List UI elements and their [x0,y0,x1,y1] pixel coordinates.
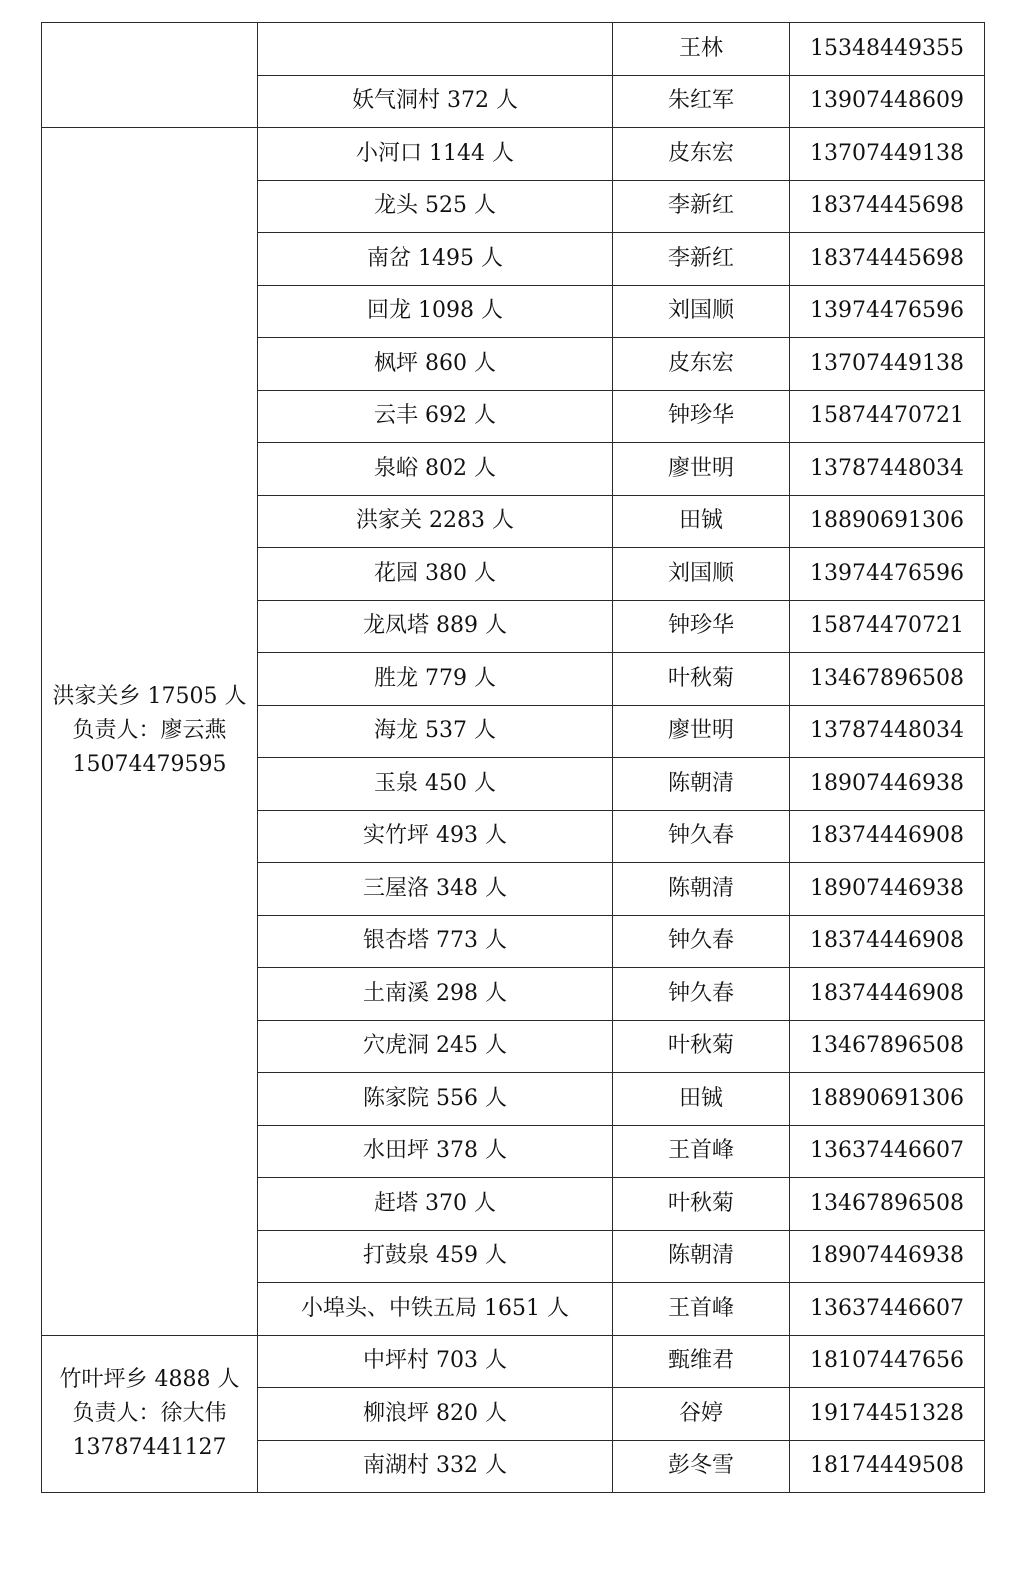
contact-name-cell: 刘国顺 [613,285,790,338]
table-row [42,23,985,76]
phone-cell: 18907446938 [790,1230,985,1283]
contact-name-cell: 王首峰 [613,1283,790,1336]
contact-name-cell: 王林 [613,23,790,76]
township-leader: 负责人：徐大伟 [72,1400,227,1426]
contact-name-cell: 叶秋菊 [613,1178,790,1231]
phone-cell: 13787448034 [790,705,985,758]
phone-cell: 13467896508 [790,1020,985,1073]
village-cell: 实竹坪 493 人 [258,810,613,863]
village-cell: 水田坪 378 人 [258,1125,613,1178]
village-cell: 回龙 1098 人 [258,285,613,338]
contact-name-cell: 陈朝清 [613,758,790,811]
village-cell: 中坪村 703 人 [258,1335,613,1388]
contact-name-cell: 钟久春 [613,915,790,968]
contact-name-cell: 田铖 [613,495,790,548]
contact-name-cell: 王首峰 [613,1125,790,1178]
contact-name-cell: 李新红 [613,180,790,233]
township-cell [42,128,258,1336]
contact-name-cell: 皮东宏 [613,128,790,181]
village-cell: 胜龙 779 人 [258,653,613,706]
phone-cell: 13787448034 [790,443,985,496]
contact-name-cell: 陈朝清 [613,863,790,916]
table-body [42,23,985,1493]
phone-cell: 15874470721 [790,390,985,443]
contact-name-cell: 彭冬雪 [613,1440,790,1493]
phone-cell: 18907446938 [790,758,985,811]
contact-name-cell: 钟久春 [613,968,790,1021]
contact-name-cell: 李新红 [613,233,790,286]
township-leader: 负责人：廖云燕 [72,718,227,744]
contact-name-cell: 刘国顺 [613,548,790,601]
phone-cell: 13467896508 [790,653,985,706]
village-cell: 龙头 525 人 [258,180,613,233]
village-cell: 柳浪坪 820 人 [258,1388,613,1441]
village-cell: 银杏塔 773 人 [258,915,613,968]
township-cell [42,1335,258,1493]
village-cell: 海龙 537 人 [258,705,613,758]
contact-name-cell: 廖世明 [613,705,790,758]
table-row [42,128,985,181]
village-cell: 枫坪 860 人 [258,338,613,391]
contact-name-cell: 廖世明 [613,443,790,496]
village-cell: 泉峪 802 人 [258,443,613,496]
village-cell: 南岔 1495 人 [258,233,613,286]
village-cell: 赶塔 370 人 [258,1178,613,1231]
village-cell: 穴虎洞 245 人 [258,1020,613,1073]
township-name: 竹叶坪乡 4888 人 [59,1366,240,1392]
village-cell: 龙凤塔 889 人 [258,600,613,653]
contact-table-container [41,22,984,1493]
village-cell: 洪家关 2283 人 [258,495,613,548]
contact-name-cell: 钟珍华 [613,600,790,653]
phone-cell: 18890691306 [790,1073,985,1126]
township-cell [42,23,258,128]
contact-name-cell: 陈朝清 [613,1230,790,1283]
phone-cell: 13974476596 [790,285,985,338]
village-cell: 陈家院 556 人 [258,1073,613,1126]
village-cell: 三屋洛 348 人 [258,863,613,916]
village-cell [258,23,613,76]
phone-cell: 18374445698 [790,180,985,233]
village-cell: 小埠头、中铁五局 1651 人 [258,1283,613,1336]
village-cell: 花园 380 人 [258,548,613,601]
contact-name-cell: 谷婷 [613,1388,790,1441]
village-cell: 小河口 1144 人 [258,128,613,181]
village-cell: 玉泉 450 人 [258,758,613,811]
phone-cell: 13637446607 [790,1125,985,1178]
phone-cell: 13707449138 [790,128,985,181]
contact-name-cell: 朱红军 [613,75,790,128]
phone-cell: 13707449138 [790,338,985,391]
phone-cell: 18374445698 [790,233,985,286]
village-cell: 妖气洞村 372 人 [258,75,613,128]
phone-cell: 13637446607 [790,1283,985,1336]
phone-cell: 13467896508 [790,1178,985,1231]
village-cell: 南湖村 332 人 [258,1440,613,1493]
table-row [42,1335,985,1388]
village-cell: 云丰 692 人 [258,390,613,443]
phone-cell: 18174449508 [790,1440,985,1493]
phone-cell: 18374446908 [790,915,985,968]
phone-cell: 18374446908 [790,810,985,863]
phone-cell: 15348449355 [790,23,985,76]
contact-name-cell: 钟久春 [613,810,790,863]
phone-cell: 18374446908 [790,968,985,1021]
phone-cell: 15874470721 [790,600,985,653]
township-phone: 13787441127 [72,1434,227,1460]
phone-cell: 19174451328 [790,1388,985,1441]
phone-cell: 18890691306 [790,495,985,548]
contact-name-cell: 叶秋菊 [613,1020,790,1073]
contact-name-cell: 田铖 [613,1073,790,1126]
contact-name-cell: 钟珍华 [613,390,790,443]
contact-name-cell: 皮东宏 [613,338,790,391]
township-phone: 15074479595 [72,752,227,778]
village-contact-table [41,22,985,1493]
contact-name-cell: 甄维君 [613,1335,790,1388]
phone-cell: 13907448609 [790,75,985,128]
township-name: 洪家关乡 17505 人 [52,684,247,710]
phone-cell: 18107447656 [790,1335,985,1388]
contact-name-cell: 叶秋菊 [613,653,790,706]
village-cell: 土南溪 298 人 [258,968,613,1021]
village-cell: 打鼓泉 459 人 [258,1230,613,1283]
phone-cell: 13974476596 [790,548,985,601]
phone-cell: 18907446938 [790,863,985,916]
